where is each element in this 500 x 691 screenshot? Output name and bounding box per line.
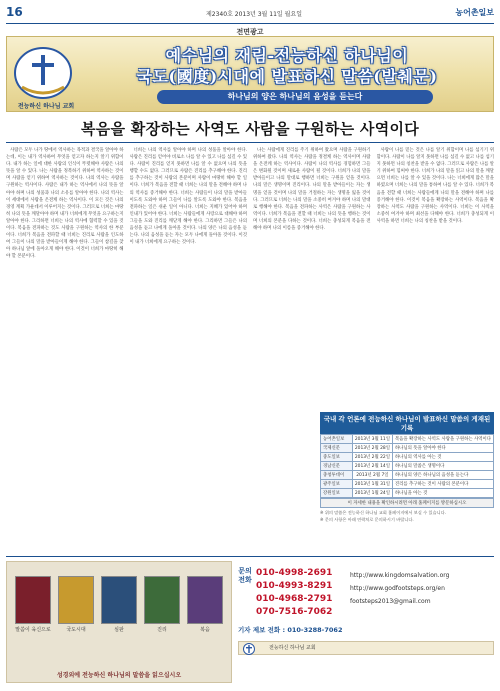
book-label: 말씀이 육신으로 xyxy=(15,627,51,633)
website-link[interactable]: http://www.godfootsteps.org/en xyxy=(350,585,445,592)
record-date: 2013년 2월 28일 xyxy=(352,444,392,453)
books-promo xyxy=(6,561,232,683)
publication-record xyxy=(320,412,494,550)
record-table xyxy=(320,434,494,498)
banner-subtitle: 하나님의 양은 하나님의 음성을 듣는다 xyxy=(157,90,433,104)
record-paper: 농어촌일보 xyxy=(321,435,353,444)
email-link[interactable]: footsteps2013@gmail.com xyxy=(350,598,431,605)
record-article-title: 하나님의 뜻을 알아야 한다 xyxy=(392,444,493,453)
record-date: 2013년 2월 14일 xyxy=(352,462,392,471)
section-label: 전면광고 xyxy=(236,28,264,36)
record-paper: 충청투데이 xyxy=(321,471,353,480)
book-label: 복음 xyxy=(200,627,210,633)
phone-number[interactable]: 010-4998-2691 xyxy=(256,568,333,578)
page-footer xyxy=(6,556,494,686)
record-article-title: 복음을 확장하는 사역도 사람을 구원하는 사역이다 xyxy=(392,435,493,444)
article-column-2 xyxy=(130,147,248,551)
phone-number[interactable]: 010-4993-8291 xyxy=(256,581,333,591)
column-text: 너희는 나의 역사를 알아야 하며 나의 성품을 알아야 한다. 사람은 진리를 얻어야 비로소 나를 알 수 있고 나를 섬길 수 있다. 사람이 진리를 얻지 못하면 나를 알 수 없으며 나의 뜻을 행할 수도 없다. 그러므로 사람은 진리를 추구해야 한다. 진리를 추구하는 것이 사람의 본분이며 사람이 마땅히 해야 할 일이다. 너희가 복음을 전할 때 너희는 나의 말을 전해야 하며 나의 역사를 증거해야 한다. 너희는 사람들이 나의 말을 받아들이도록 도와야 하며 그들이 나를 알도록 도와야 한다. 복음을 전파하는 일은 쉬운 일이 아니다. 너희는 지혜가 있어야 하며 인내가 있어야 한다. 너희는 사람들에게 사랑으로 대해야 하며 그들을 도와 진리를 깨닫게 해야 한다. 그리하면 그들은 나의 음성을 듣고 나에게 돌아올 것이다. 나의 양은 나의 음성을 듣는다. 나의 음성을 듣는 자는 모두 나에게 돌아올 것이다. 이것이 내가 너희에게 요구하는 것이다. xyxy=(129,148,247,246)
record-row xyxy=(321,489,494,498)
book-label: 심판 xyxy=(114,627,124,633)
record-title: 국내 각 언론에 전능하신 하나님이 발표하신 말씀의 게재된 기록 xyxy=(320,412,494,434)
record-article-title: 하나님의 말씀은 생명이다 xyxy=(392,462,493,471)
record-article-title: 하나님을 아는 것 xyxy=(392,489,493,498)
paper-name: 농어촌일보 xyxy=(455,8,494,17)
record-row xyxy=(321,471,494,480)
contact-block xyxy=(238,561,494,683)
column-text: 나는 사람에게 진리를 주기 위하여 왔으며 사람을 구원하기 위하여 왔다. 나의 역사는 사람을 정결케 하는 역사이며 사람을 온전케 하는 역사이다. 사람이 나의 역사를 경험하면 그들은 변화될 것이며 새로운 사람이 될 것이다. 너희가 나의 말을 받아들이고 나의 말대로 행하면 너희는 구원을 얻을 것이다. 나의 말은 생명이며 진리이다. 나의 말을 받아들이는 자는 생명을 얻을 것이며 나의 말을 거절하는 자는 생명을 잃을 것이다. 그러므로 너희는 나의 말을 소중히 여겨야 하며 나의 말대로 행해야 한다. 복음을 전파하는 사역은 사람을 구원하는 사역이다. 너희가 복음을 전할 때 너희는 나의 뜻을 행하는 것이며 너희의 본분을 다하는 것이다. 너희는 충성되게 복음을 전해야 하며 나의 이름을 증거해야 한다. xyxy=(253,148,371,232)
record-row xyxy=(321,435,494,444)
book-cover xyxy=(58,576,94,624)
record-paper: 국제신문 xyxy=(321,444,353,453)
banner-title-line2: 국도(國度)시대에 발표하신 말씀(발췌문) xyxy=(136,67,438,86)
column-text: 사람이 나를 믿는 것은 나를 알기 위함이며 나를 섬기기 위함이다. 사람이 나를 알지 못하면 나를 섬길 수 없고 나를 섬기지 못하면 나의 칭찬을 받을 수 없다. 그러므로 사람은 나를 알기 위하여 힘써야 한다. 너희가 나의 말을 읽고 나의 말을 깨달으면 너희는 나를 알 수 있을 것이다. 나는 너희에게 많은 말을 하였으며 너희는 나의 말을 통하여 나를 알 수 있다. 너희가 복음을 전할 때 너희는 사람들에게 나의 말을 전해야 하며 나를 증거해야 한다. 이것이 복음을 확장하는 사역이다. 복음을 확장하는 사역도 사람을 구원하는 사역이다. 너희는 이 사역을 소중히 여겨야 하며 최선을 다해야 한다. 너희가 충성되게 이 사역을 하면 너희는 나의 칭찬을 받을 것이다. xyxy=(376,148,494,224)
article-headline: 복음을 확장하는 사역도 사람을 구원하는 사역이다 xyxy=(80,120,420,138)
report-phone: 기자 제보 전화 : 010-3288-7062 xyxy=(238,626,343,634)
contact-footer xyxy=(238,641,494,655)
record-paper: 강원일보 xyxy=(321,489,353,498)
phone-number[interactable]: 070-7516-7062 xyxy=(256,607,333,617)
record-date: 2013년 1월 24일 xyxy=(352,489,392,498)
banner-org-name: 전능하신 하나님 교회 xyxy=(17,103,75,110)
column-text: 사람은 모두 나가 땅에서 역사하는 목적과 결국을 알아야 하는데, 이는 내가 역사하여 무엇을 얻고자 하는지 알기 위함이다. 내가 하는 일에 대한 사람의 인식이 뚜렷해야 사람은 나의 뜻을 알 수 있다. 나는 사람을 정복하기 위하여 역사하는 것이며 사람을 얻기 위하여 역사하는 것이다. 나의 역사는 사람을 구원하는 역사이다. 사람은 내가 하는 역사에서 나의 뜻을 알아야 하며 나의 성품과 나의 소유를 알아야 한다. 나의 역사는 이 세대에서 사람을 온전케 하는 역사이다. 이 모든 것은 나의 경영 계획 가운데서 이루어지는 것이다. 그러므로 너희는 마땅히 나의 뜻을 깨달아야 하며 내가 너희에게 무엇을 요구하는지 알아야 한다. 그리하면 너희는 나의 역사에 협력할 수 있을 것이다. 복음을 전파하는 것도 사람을 구원하는 역사의 한 부분이다. 너희가 복음을 전파할 때 너희는 진리로 사람을 인도하여 그들이 나의 말을 받아들이게 해야 한다. 그들이 참길을 찾아 하나님 앞에 돌아오게 해야 한다. 이것이 너희가 마땅히 해야 할 본분이다. xyxy=(6,148,124,260)
record-note: ※ 위의 말씀은 전능하신 하나님 교회 홈페이지에서 보실 수 있습니다. xyxy=(320,510,447,515)
link-list xyxy=(350,569,494,608)
website-link[interactable]: http://www.kingdomsalvation.org xyxy=(350,572,450,579)
record-paper: 중도일보 xyxy=(321,453,353,462)
phone-list xyxy=(256,567,344,619)
record-article-title: 하나님의 양은 하나님의 음성을 듣는다 xyxy=(392,471,493,480)
record-row xyxy=(321,453,494,462)
article-column-1 xyxy=(6,147,124,551)
record-date: 2013년 3월 11일 xyxy=(352,435,392,444)
ad-banner xyxy=(6,36,494,112)
church-logo-icon xyxy=(12,45,74,101)
record-row xyxy=(321,462,494,471)
book-label: 진리 xyxy=(157,627,167,633)
record-date: 2013년 2월 7일 xyxy=(352,471,392,480)
books-caption: 성경외에 전능하신 하나님의 말씀을 읽으십시오 xyxy=(56,672,182,679)
book-cover xyxy=(187,576,223,624)
record-notes xyxy=(320,510,494,523)
record-row xyxy=(321,480,494,489)
contact-label: 문의전화 xyxy=(238,567,252,584)
record-article-title: 진리를 추구하는 것이 사람의 본분이다 xyxy=(392,480,493,489)
record-footer: 이 자세한 내용을 확인하시려면 아래 홈페이지를 방문하십시오 xyxy=(320,498,494,508)
book-cover xyxy=(101,576,137,624)
record-date: 2013년 1월 31일 xyxy=(352,480,392,489)
issue-info: 제2340호 2013년 3월 11일 월요일 xyxy=(206,11,302,18)
record-paper: 경남신문 xyxy=(321,462,353,471)
record-date: 2013년 2월 22일 xyxy=(352,453,392,462)
church-logo-icon xyxy=(243,643,255,655)
headline-rule xyxy=(6,142,494,143)
record-article-title: 하나님의 역사를 아는 것 xyxy=(392,453,493,462)
contact-footer-text: 전능하신 하나님 교회 xyxy=(269,645,316,651)
book-label: 국도시대 xyxy=(66,627,86,633)
book-cover xyxy=(15,576,51,624)
page-header xyxy=(6,4,494,24)
phone-number[interactable]: 010-4968-2791 xyxy=(256,594,333,604)
record-note: ※ 문의 사항은 아래 연락처로 문의하시기 바랍니다. xyxy=(320,516,414,522)
banner-title-line1: 예수님의 재림-전능하신 하나님이 xyxy=(165,46,409,65)
record-row xyxy=(321,444,494,453)
record-paper: 광주일보 xyxy=(321,480,353,489)
page-number: 16 xyxy=(6,5,23,19)
book-cover xyxy=(144,576,180,624)
